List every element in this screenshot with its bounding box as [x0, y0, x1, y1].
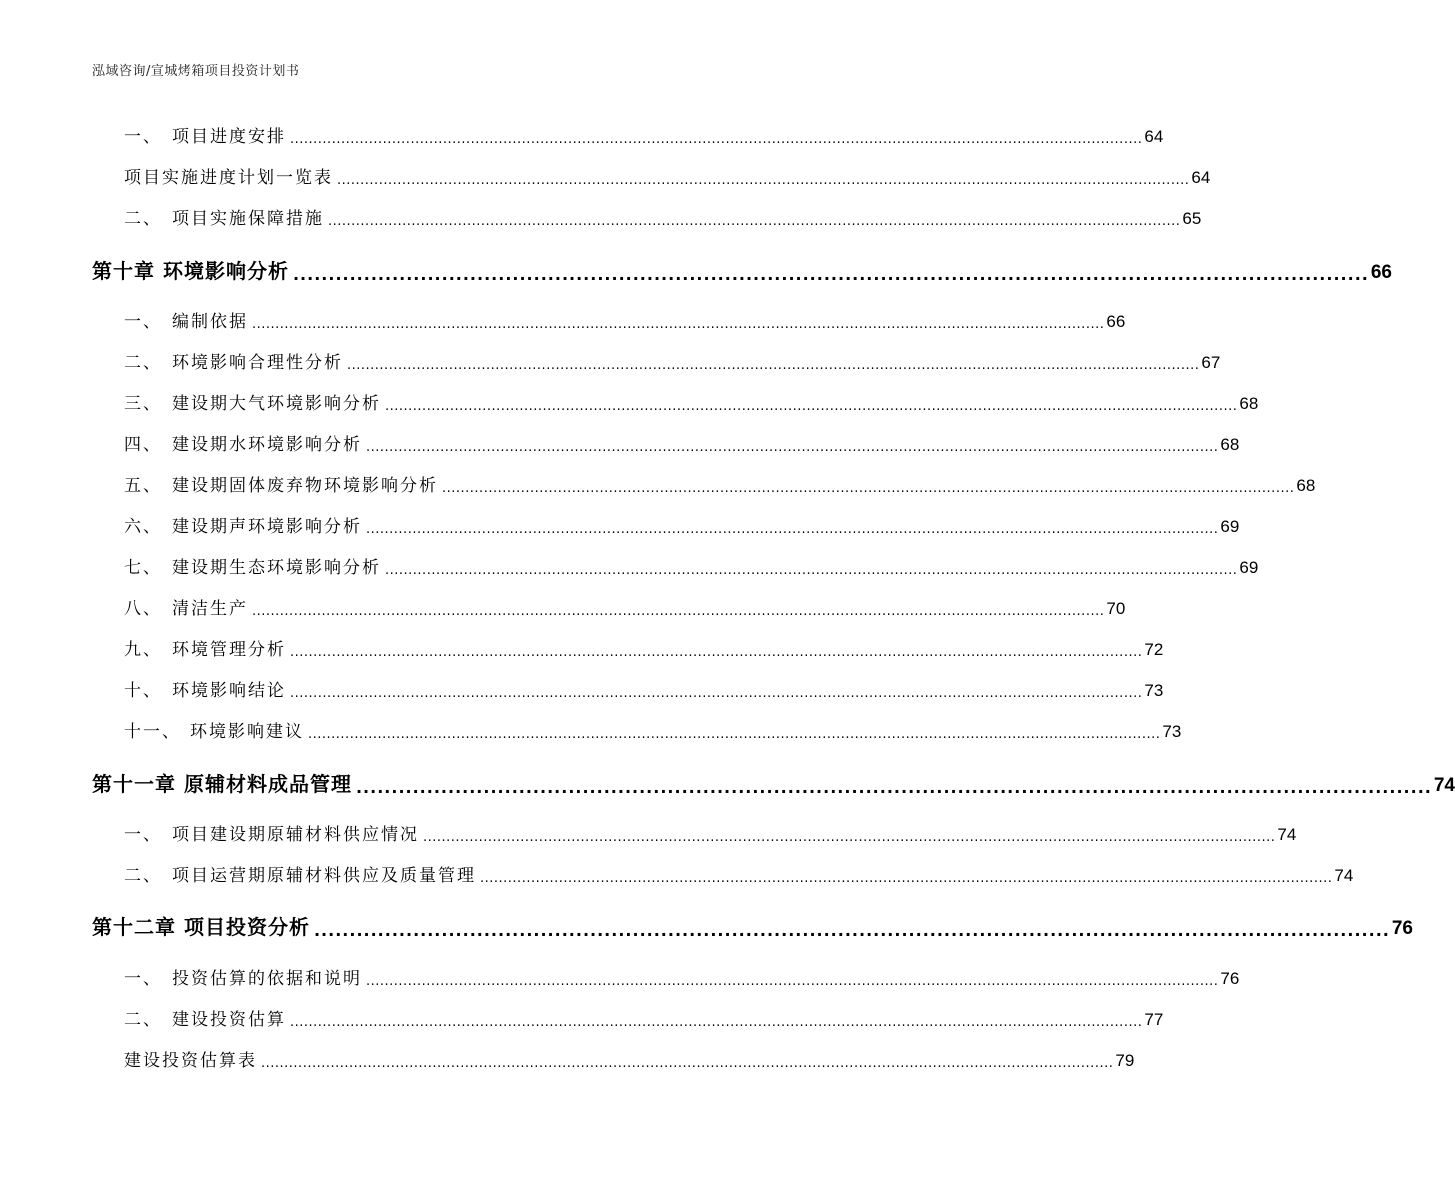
toc-page-number: 77	[1144, 1010, 1164, 1029]
toc-leader: ........................................................................................................................................................................................	[328, 214, 1181, 229]
toc-entry-title	[92, 512, 364, 537]
toc-entry-number: 二、	[124, 1010, 162, 1030]
toc-entry-text: 建设投资估算	[172, 1010, 286, 1030]
toc-entry-title	[92, 389, 383, 414]
toc-entry-number: 六、	[124, 517, 162, 537]
toc-entry[interactable]	[92, 1005, 1164, 1030]
toc-leader: ........................................................................................................................................................................................	[366, 974, 1219, 989]
toc-entry-title	[92, 1046, 259, 1071]
toc-page-number: 67	[1201, 353, 1221, 372]
toc-chapter-title: 第十二章 项目投资分析	[92, 911, 312, 940]
toc-page-number: 64	[1144, 127, 1164, 146]
toc-entry-title	[92, 348, 345, 373]
toc-leader: ........................................................................................................................................................................................	[337, 173, 1190, 188]
toc-leader: ........................................................................................................................................................................................	[366, 522, 1219, 537]
toc-leader: ........................................................................................................................................................................................	[290, 1015, 1143, 1030]
toc-page-number: 74	[1433, 775, 1455, 796]
toc-entry-text: 建设投资估算表	[124, 1051, 257, 1071]
toc-entry-title	[92, 1005, 288, 1030]
toc-leader: ........................................................................................................................................................................................	[423, 830, 1276, 845]
toc-entry[interactable]	[92, 163, 1211, 188]
toc-page-number: 66	[1106, 312, 1126, 331]
toc-entry-title	[92, 861, 478, 886]
toc-entry-text: 项目实施进度计划一览表	[124, 168, 333, 188]
toc-entry-title	[92, 122, 288, 147]
toc-entry-title	[92, 676, 288, 701]
toc-entry-text: 编制依据	[172, 312, 248, 332]
toc-leader: ........................................................................................................................................................................................	[308, 727, 1161, 742]
toc-chapter-title: 第十一章 原辅材料成品管理	[92, 768, 354, 797]
toc-entry-number: 十一、	[124, 722, 181, 742]
toc-entry[interactable]	[92, 204, 1202, 229]
toc-page-number: 68	[1220, 435, 1240, 454]
toc-entry[interactable]	[92, 430, 1240, 455]
toc-entry-number: 二、	[124, 209, 162, 229]
toc-entry-text: 项目运营期原辅材料供应及质量管理	[172, 866, 476, 886]
toc-entry[interactable]	[92, 307, 1126, 332]
toc-leader: ........................................................................................................................................................................................	[252, 317, 1105, 332]
toc-page-number: 68	[1296, 476, 1316, 495]
toc-page-number: 72	[1144, 640, 1164, 659]
toc-entry-number: 一、	[124, 312, 162, 332]
toc-entry-text: 清洁生产	[172, 599, 248, 619]
toc-entry-text: 环境影响结论	[172, 681, 286, 701]
toc-page-number: 73	[1162, 722, 1182, 741]
toc-entry-text: 建设期声环境影响分析	[172, 517, 362, 537]
toc-entry-text: 投资估算的依据和说明	[172, 969, 362, 989]
toc-entry-number: 八、	[124, 599, 162, 619]
toc-entry-text: 项目实施保障措施	[172, 209, 324, 229]
toc-entry-number: 二、	[124, 866, 162, 886]
toc-entry[interactable]	[92, 820, 1297, 845]
toc-entry[interactable]	[92, 635, 1164, 660]
toc-entry[interactable]	[92, 512, 1240, 537]
toc-entry-number: 一、	[124, 825, 162, 845]
toc-leader: ........................................................................................................................................................................................	[261, 1056, 1114, 1071]
toc-leader: ........................................................................................................................................................................................	[290, 686, 1143, 701]
toc-entry[interactable]	[92, 676, 1164, 701]
toc-page-number: 73	[1144, 681, 1164, 700]
toc-entry-text: 建设期大气环境影响分析	[172, 394, 381, 414]
toc-leader: ........................................................................................................................................................................................	[442, 481, 1295, 496]
toc-leader: ........................................................................................................................................................................................	[480, 871, 1333, 886]
toc-page-number: 74	[1334, 866, 1354, 885]
toc-entry-title	[92, 635, 288, 660]
toc-entry[interactable]	[92, 389, 1259, 414]
toc-page-number: 76	[1220, 969, 1240, 988]
toc-page-number: 69	[1220, 517, 1240, 536]
toc-entry-text: 环境影响建议	[190, 722, 304, 742]
toc-entry-text: 项目建设期原辅材料供应情况	[172, 825, 419, 845]
toc-leader: ........................................................................................................................................................................................	[385, 563, 1238, 578]
toc-entry-text: 项目进度安排	[172, 127, 286, 147]
toc-entry-title	[92, 163, 335, 188]
toc-entry[interactable]	[92, 964, 1240, 989]
toc-leader: ........................................................................................................................................................................................	[290, 645, 1143, 660]
toc-entry-title	[92, 471, 440, 496]
toc-entry-text: 建设期固体废弃物环境影响分析	[172, 476, 438, 496]
toc-entry-text: 环境影响合理性分析	[172, 353, 343, 373]
toc-entry[interactable]	[92, 553, 1259, 578]
toc-page-number: 65	[1182, 209, 1202, 228]
toc-entry[interactable]	[92, 348, 1221, 373]
toc-entry-text: 建设期生态环境影响分析	[172, 558, 381, 578]
toc-leader: ........................................................................................................................................................................................	[347, 358, 1200, 373]
toc-entry[interactable]	[92, 861, 1354, 886]
toc-entry-title	[92, 717, 306, 742]
toc-chapter-title: 第十章 环境影响分析	[92, 255, 291, 284]
toc-entry-title	[92, 204, 326, 229]
toc-entry[interactable]	[92, 594, 1126, 619]
toc-entry-number: 十、	[124, 681, 162, 701]
toc-entry-title	[92, 594, 250, 619]
toc-entry-title	[92, 820, 421, 845]
toc-leader: ........................................................................................................................................................................................	[290, 132, 1143, 147]
toc-entry-number: 五、	[124, 476, 162, 496]
toc-chapter-entry[interactable]	[92, 911, 1413, 940]
toc-page-number: 68	[1239, 394, 1259, 413]
toc-entry-number: 二、	[124, 353, 162, 373]
toc-leader: ........................................................................................................................................................	[355, 778, 1432, 797]
toc-entry[interactable]	[92, 122, 1164, 147]
toc-chapter-entry[interactable]	[92, 255, 1392, 284]
running-header: 泓域咨询/宣城烤箱项目投资计划书	[92, 64, 300, 79]
toc-page-number: 76	[1391, 918, 1413, 939]
toc-entry-title	[92, 307, 250, 332]
toc-leader: ........................................................................................................................................................	[292, 265, 1369, 284]
toc-entry-title	[92, 430, 364, 455]
toc-entry-title	[92, 553, 383, 578]
toc-page-number: 69	[1239, 558, 1259, 577]
toc-page-number: 79	[1115, 1051, 1135, 1070]
toc-page-number: 66	[1370, 262, 1392, 283]
toc-page-number: 70	[1106, 599, 1126, 618]
toc-leader: ........................................................................................................................................................	[313, 921, 1390, 940]
toc-entry-number: 一、	[124, 969, 162, 989]
toc-entry[interactable]	[92, 1046, 1135, 1071]
toc-page-number: 64	[1191, 168, 1211, 187]
toc-entry-number: 七、	[124, 558, 162, 578]
toc-leader: ........................................................................................................................................................................................	[366, 440, 1219, 455]
toc-entry-number: 九、	[124, 640, 162, 660]
toc-page-number: 74	[1277, 825, 1297, 844]
toc-leader: ........................................................................................................................................................................................	[385, 399, 1238, 414]
toc-entry-number: 四、	[124, 435, 162, 455]
toc-entry[interactable]	[92, 717, 1182, 742]
toc-entry-title	[92, 964, 364, 989]
toc-chapter-entry[interactable]	[92, 768, 1455, 797]
toc-entry-number: 三、	[124, 394, 162, 414]
toc-entry-number: 一、	[124, 127, 162, 147]
toc-entry[interactable]	[92, 471, 1316, 496]
toc-leader: ........................................................................................................................................................................................	[252, 604, 1105, 619]
toc-entry-text: 环境管理分析	[172, 640, 286, 660]
toc-entry-text: 建设期水环境影响分析	[172, 435, 362, 455]
